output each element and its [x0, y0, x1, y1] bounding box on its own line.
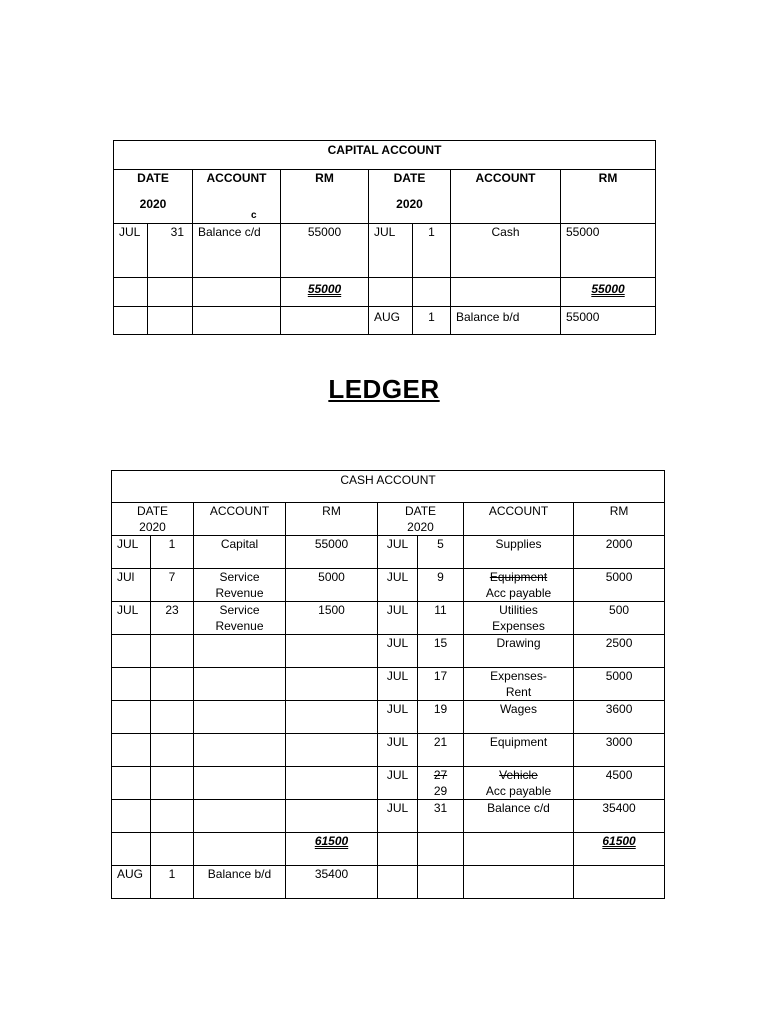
credit-amount [574, 866, 665, 899]
credit-month-text: JUL [386, 570, 409, 584]
debit-day: 31 [148, 224, 193, 278]
credit-day [418, 569, 464, 602]
credit-day: 1 [413, 224, 451, 278]
capital-credit-account-header: ACCOUNT [451, 170, 561, 224]
credit-amount: 55000 [561, 307, 656, 335]
debit-month [112, 734, 151, 767]
credit-account-line1: Wages [500, 702, 537, 716]
debit-month [114, 307, 148, 335]
credit-account [464, 734, 574, 767]
credit-day-line1: 11 [434, 603, 447, 617]
credit-account-line1: Equipment [489, 735, 548, 749]
credit-day [418, 668, 464, 701]
debit-day-text: 1 [168, 537, 176, 551]
credit-amount-text: 2000 [605, 537, 633, 551]
debit-day [148, 307, 193, 335]
table-row [112, 833, 665, 866]
cash-account-table [111, 470, 665, 899]
table-row [112, 569, 665, 602]
credit-account-line1: Drawing [496, 636, 541, 650]
credit-amount: 55000 [561, 224, 656, 278]
debit-amount-text: 1500 [318, 603, 345, 617]
credit-account: Cash [451, 224, 561, 278]
debit-amount [286, 701, 378, 734]
debit-month [112, 602, 151, 635]
cash-credit-rm-header: RM [574, 503, 665, 536]
capital-credit-rm-header: RM [561, 170, 656, 224]
credit-amount-text: 500 [609, 603, 630, 617]
debit-amount-text: 61500 [314, 834, 349, 848]
date-label: DATE [137, 171, 169, 185]
capital-credit-date-header [369, 170, 451, 224]
credit-amount [574, 701, 665, 734]
credit-day [418, 833, 464, 866]
debit-day [151, 734, 194, 767]
credit-month-text: JUL [386, 537, 409, 551]
credit-account-line2: Acc payable [485, 586, 552, 600]
debit-amount [286, 635, 378, 668]
debit-month-text: JUL [117, 603, 139, 617]
credit-total: 55000 [591, 282, 625, 296]
cash-debit-account-header: ACCOUNT [194, 503, 286, 536]
table-row [112, 734, 665, 767]
debit-amount [281, 307, 369, 335]
debit-account-line1: Capital [220, 537, 259, 551]
credit-account [464, 668, 574, 701]
table-row [114, 307, 656, 335]
credit-account-line2: Rent [505, 685, 532, 699]
credit-amount-text: 35400 [602, 801, 636, 815]
cash-account-title: CASH ACCOUNT [112, 471, 665, 503]
credit-month [369, 278, 413, 307]
credit-month-text: JUL [386, 636, 409, 650]
credit-day: 1 [413, 307, 451, 335]
debit-account [194, 734, 286, 767]
credit-amount [574, 800, 665, 833]
credit-account-line1: Expenses- [490, 669, 547, 683]
date-label: DATE [404, 504, 437, 518]
credit-month-text: JUL [386, 669, 409, 683]
credit-day [413, 278, 451, 307]
table-row [112, 602, 665, 635]
credit-account-line2: Expenses [492, 619, 545, 633]
debit-day [151, 701, 194, 734]
table-row [112, 866, 665, 899]
debit-month [112, 569, 151, 602]
debit-account-line1: Service [219, 570, 260, 584]
credit-account [464, 569, 574, 602]
capital-debit-rm-header: RM [281, 170, 369, 224]
debit-account [194, 800, 286, 833]
credit-month [378, 668, 418, 701]
credit-account [464, 833, 574, 866]
capital-account-table [113, 140, 656, 335]
credit-account [464, 866, 574, 899]
debit-account [194, 602, 286, 635]
credit-month [378, 767, 418, 800]
credit-month [378, 734, 418, 767]
debit-day [151, 833, 194, 866]
date-label: DATE [136, 504, 169, 518]
debit-month [112, 635, 151, 668]
credit-amount [574, 602, 665, 635]
debit-day [151, 635, 194, 668]
credit-day-line1: 9 [437, 570, 444, 584]
debit-account [193, 307, 281, 335]
credit-day [418, 536, 464, 569]
credit-month [378, 800, 418, 833]
debit-day [151, 602, 194, 635]
debit-amount: 55000 [281, 224, 369, 278]
table-row [114, 278, 656, 307]
credit-day-line1: 17 [433, 669, 448, 683]
table-row [112, 701, 665, 734]
credit-month [378, 602, 418, 635]
debit-amount [286, 536, 378, 569]
debit-month-text: AUG [117, 867, 144, 881]
capital-account-title: CAPITAL ACCOUNT [114, 141, 656, 170]
capital-debit-account-header [193, 170, 281, 224]
credit-amount [574, 536, 665, 569]
credit-month-text: JUL [386, 735, 409, 749]
debit-day [151, 536, 194, 569]
credit-day-line1: 15 [433, 636, 448, 650]
capital-debit-date-header [114, 170, 193, 224]
credit-month-text: JUL [386, 702, 409, 716]
credit-month [378, 569, 418, 602]
year-label: 2020 [407, 520, 434, 534]
debit-month [112, 866, 151, 899]
table-row [112, 800, 665, 833]
credit-amount-text: 2500 [605, 636, 633, 650]
credit-account [464, 536, 574, 569]
credit-account-line1: Equipment [489, 570, 548, 584]
credit-day-line1: 19 [433, 702, 448, 716]
credit-account-line2: Acc payable [485, 784, 552, 798]
table-row [112, 767, 665, 800]
debit-day [151, 767, 194, 800]
year-label: 2020 [396, 197, 423, 211]
cash-credit-account-header: ACCOUNT [464, 503, 574, 536]
debit-day-text: 7 [168, 570, 176, 584]
debit-amount [286, 866, 378, 899]
debit-account [194, 536, 286, 569]
credit-day [418, 602, 464, 635]
credit-amount [574, 635, 665, 668]
debit-account: Balance c/d [193, 224, 281, 278]
debit-account [194, 833, 286, 866]
debit-total [286, 833, 378, 866]
credit-day-line2: 29 [433, 784, 448, 798]
credit-account-line1: Vehicle [499, 768, 538, 782]
debit-day [151, 866, 194, 899]
table-row [112, 635, 665, 668]
credit-amount-text: 5000 [605, 570, 633, 584]
debit-amount [286, 800, 378, 833]
debit-month-text: JUL [117, 537, 139, 551]
credit-month [378, 635, 418, 668]
cash-debit-date-header [112, 503, 194, 536]
stray-mark: c [251, 210, 257, 221]
debit-month [112, 536, 151, 569]
credit-month: AUG [369, 307, 413, 335]
debit-account [194, 701, 286, 734]
credit-day [418, 800, 464, 833]
credit-month-text: JUL [386, 768, 409, 782]
credit-account-line1: Utilities [499, 603, 538, 617]
credit-day [418, 701, 464, 734]
debit-month: JUL [114, 224, 148, 278]
credit-account [464, 701, 574, 734]
credit-month [378, 866, 418, 899]
credit-account: Balance b/d [451, 307, 561, 335]
table-row [112, 536, 665, 569]
debit-day [151, 800, 194, 833]
debit-account-line1: Balance b/d [207, 867, 272, 881]
credit-account [464, 602, 574, 635]
credit-month: JUL [369, 224, 413, 278]
debit-month [112, 701, 151, 734]
debit-day-text: 1 [168, 867, 176, 881]
credit-amount-text: 4500 [605, 768, 633, 782]
credit-day-line1: 31 [433, 801, 448, 815]
debit-amount-text: 5000 [318, 570, 345, 584]
year-label: 2020 [139, 197, 167, 211]
debit-day [148, 278, 193, 307]
debit-account-line2: Revenue [215, 586, 264, 600]
debit-month [112, 800, 151, 833]
debit-account [194, 866, 286, 899]
year-label: 2020 [139, 520, 166, 534]
debit-account [193, 278, 281, 307]
debit-account [194, 767, 286, 800]
table-row [114, 224, 656, 278]
credit-amount [574, 767, 665, 800]
credit-amount-text: 3000 [605, 735, 633, 749]
debit-amount [286, 569, 378, 602]
debit-total: 55000 [307, 282, 342, 296]
credit-amount-text: 5000 [605, 669, 633, 683]
credit-month [378, 536, 418, 569]
debit-amount [286, 767, 378, 800]
debit-month [112, 767, 151, 800]
debit-month [112, 668, 151, 701]
credit-account-line1: Supplies [495, 537, 542, 551]
credit-day-line1: 5 [437, 537, 444, 551]
debit-account [194, 668, 286, 701]
debit-month [112, 833, 151, 866]
debit-day-text: 23 [165, 603, 179, 617]
debit-amount [286, 734, 378, 767]
credit-day [418, 734, 464, 767]
credit-month-text: JUL [386, 603, 409, 617]
credit-month-text: JUL [386, 801, 409, 815]
table-row [112, 668, 665, 701]
debit-month [114, 278, 148, 307]
account-label: ACCOUNT [206, 171, 267, 185]
credit-day-line1: 27 [433, 768, 448, 782]
debit-day [151, 569, 194, 602]
credit-account [464, 800, 574, 833]
cash-debit-rm-header: RM [286, 503, 378, 536]
credit-amount-text: 61500 [602, 834, 636, 848]
debit-amount-text: 35400 [314, 867, 349, 881]
credit-day [418, 767, 464, 800]
credit-account-line1: Balance c/d [487, 801, 550, 815]
cash-credit-date-header [378, 503, 464, 536]
debit-amount [286, 668, 378, 701]
debit-account-line2: Revenue [215, 619, 264, 633]
credit-day [418, 635, 464, 668]
credit-amount-text: 3600 [605, 702, 633, 716]
credit-account [451, 278, 561, 307]
credit-day-line1: 21 [433, 735, 448, 749]
credit-account [464, 767, 574, 800]
credit-month [378, 701, 418, 734]
debit-amount-text: 55000 [314, 537, 349, 551]
date-label: DATE [393, 171, 426, 185]
debit-account [194, 569, 286, 602]
credit-month [378, 833, 418, 866]
credit-amount [574, 668, 665, 701]
debit-account-line1: Service [219, 603, 260, 617]
ledger-title: LEDGER [328, 374, 440, 404]
debit-month-text: JUl [117, 570, 135, 584]
credit-account [464, 635, 574, 668]
credit-amount [574, 569, 665, 602]
debit-account [194, 635, 286, 668]
credit-total [574, 833, 665, 866]
debit-day [151, 668, 194, 701]
credit-amount [574, 734, 665, 767]
credit-day [418, 866, 464, 899]
debit-amount [286, 602, 378, 635]
